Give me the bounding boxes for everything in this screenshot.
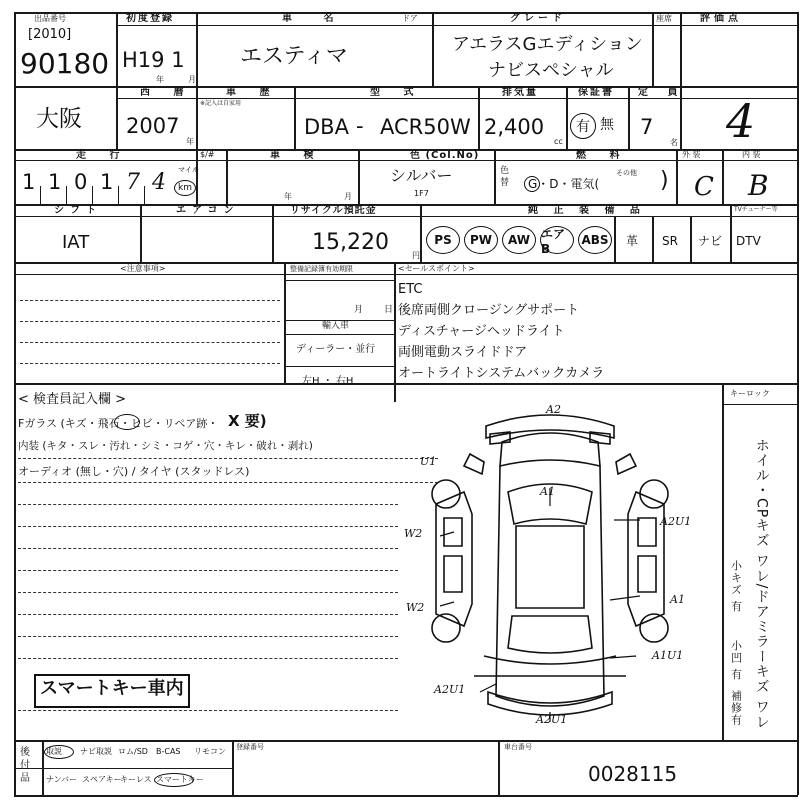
rear-window — [508, 616, 592, 653]
steering-label: 左H ・ 右H — [302, 376, 354, 387]
grid-line — [652, 12, 654, 87]
inspector-line — [18, 570, 398, 571]
mileage-digit: 1 — [22, 170, 36, 194]
model-code: ACR50W — [380, 115, 471, 139]
accessory-item: ナンバー — [46, 775, 78, 784]
grid-line — [566, 86, 568, 149]
grid-line — [676, 149, 678, 205]
sales-label: <セールスポイント> — [398, 264, 475, 273]
grade-line2: ナビスペシャル — [488, 60, 614, 81]
grid-line — [628, 86, 630, 149]
inspection-year-unit: 年 — [284, 192, 292, 201]
accessory-selected-circle — [154, 773, 194, 787]
equipment-badge-label: ABS — [581, 233, 609, 247]
tuner-label: TVチューナー等 — [734, 206, 778, 213]
damage-mark: A1 — [540, 485, 555, 498]
year-value: 2007 — [126, 114, 180, 138]
inspector-line — [18, 614, 398, 615]
color-name: シルバー — [390, 166, 453, 185]
tail-gate — [484, 656, 616, 664]
accessory-item: リモコン — [194, 747, 226, 756]
lot-label: 出品番号 — [34, 14, 66, 23]
recycle-label: リサイクル預託金 — [290, 205, 377, 216]
roof — [516, 526, 584, 608]
grid-line — [652, 216, 654, 263]
hood — [500, 433, 600, 466]
mileage-separator — [92, 186, 93, 204]
equipment-badge-label: PS — [434, 233, 452, 247]
region: 大阪 — [36, 106, 82, 132]
audio-line: オーディオ (無し・穴) / タイヤ (スタッドレス) — [18, 465, 250, 478]
recycle-unit: 円 — [412, 251, 420, 260]
color-change-label: 色替 — [500, 166, 510, 188]
equipment-badge-label: エアB — [541, 226, 566, 256]
mileage-digit: 7 — [126, 170, 140, 195]
inspector-title: < 検査員記入欄 > — [18, 392, 127, 407]
mileage-digit: 4 — [152, 170, 166, 195]
record-label: 整備記録簿有効期限 — [290, 265, 353, 273]
damage-mark: A1 — [670, 593, 685, 606]
marker-line — [440, 532, 454, 536]
shift-value: IAT — [62, 232, 90, 253]
lot-year: [2010] — [28, 27, 72, 42]
score-label: 評価点 — [700, 13, 742, 24]
marker-line — [610, 596, 640, 600]
year-unit: 年 — [186, 137, 194, 146]
grid-line — [498, 740, 500, 796]
fuel-other: その他 — [616, 169, 637, 177]
grid-line — [196, 86, 198, 149]
inspector-line — [18, 526, 398, 527]
accessory-selected-circle — [44, 745, 74, 759]
exterior-label: 外 装 — [682, 150, 701, 159]
inspection-label: 車 検 — [270, 150, 324, 161]
equipment-label: 純 正 装 備 品 — [528, 205, 646, 216]
key-lock-label: キーロック — [730, 389, 770, 398]
sales-point: ETC — [398, 282, 423, 297]
mile-label: マイル — [178, 166, 199, 174]
grid-line — [272, 204, 274, 263]
exterior-grade: C — [694, 172, 714, 202]
inspector-line — [18, 482, 438, 483]
warranty-no: 無 — [600, 117, 614, 133]
shift-label: シフト — [54, 205, 102, 216]
model-label: 型 式 — [370, 87, 424, 98]
warranty-label: 保証書 — [578, 87, 614, 98]
damage-mark: U1 — [420, 455, 437, 468]
fuel-options: G・D・電気( — [528, 177, 600, 191]
record-day-unit: 日 — [384, 305, 394, 315]
history-note: ※記入は自家用 — [200, 100, 242, 107]
vehicle-label: 車 名 — [282, 13, 348, 24]
model-prefix: DBA — [304, 115, 349, 139]
grade-label: グレード — [510, 13, 566, 24]
grade-line1: アエラスGエディション — [452, 34, 643, 55]
grid-line — [394, 262, 396, 402]
damage-mark: A1U1 — [652, 649, 684, 662]
grid-line — [14, 216, 798, 217]
glass-circle — [114, 414, 140, 430]
equipment-badge — [578, 226, 612, 254]
equipment-badge-label: AW — [508, 233, 530, 247]
fuel-close-paren: ) — [660, 168, 669, 193]
note-line — [20, 363, 280, 364]
equipment-badge-label: PW — [469, 233, 493, 247]
inspection-month-unit: 月 — [344, 192, 352, 201]
marker-line — [440, 602, 454, 606]
color-code: 1F7 — [414, 189, 429, 198]
damage-mark: W2 — [406, 601, 425, 614]
mileage-separator — [40, 186, 41, 204]
km-label: km — [178, 183, 192, 193]
grid-line — [284, 262, 286, 384]
mileage-digit: 0 — [74, 170, 88, 194]
year-label: 西 暦 — [140, 87, 194, 98]
damage-mark: A2U1 — [536, 713, 568, 726]
interior-grade: B — [748, 169, 769, 202]
grid-line — [196, 12, 198, 87]
equipment-badge — [502, 226, 536, 254]
right-side — [628, 492, 664, 626]
inspector-line — [18, 658, 398, 659]
grid-line — [140, 204, 142, 263]
handwritten-note: スマートキー車内 — [40, 678, 184, 699]
grid-line — [358, 149, 360, 205]
grid-line — [14, 149, 798, 151]
mileage-separator — [144, 186, 145, 204]
grid-line — [14, 204, 798, 206]
mileage-digit: 1 — [100, 170, 114, 194]
import-label: 輸入車 — [322, 321, 350, 331]
accessory-item: 取説 — [46, 747, 62, 756]
grid-line — [118, 98, 798, 99]
grid-line — [14, 740, 798, 742]
equipment-badge — [464, 226, 498, 254]
wheel-front-left — [432, 480, 460, 508]
grid-line — [494, 149, 496, 205]
equipment-badge — [540, 226, 574, 254]
mileage-separator — [66, 186, 67, 204]
right-window-rear — [638, 556, 656, 592]
equipment-plain-label: DTV — [736, 234, 761, 248]
seat-label: 座席 — [656, 14, 672, 23]
grid-line — [284, 366, 394, 367]
damage-legend: ホイル・CPキズ ワレ/ドアミラーキズ ワレ — [753, 438, 770, 730]
interior-line: 内装 (キタ・スレ・汚れ・シミ・コゲ・穴・キレ・破れ・剥れ) — [18, 440, 313, 452]
inspector-line — [18, 504, 398, 505]
right-window-front — [638, 518, 656, 546]
grid-line — [196, 149, 198, 205]
grid-line — [14, 768, 232, 769]
sales-point: 後席両側クロージングサポート — [398, 303, 580, 318]
grid-line — [118, 25, 798, 26]
vehicle-name: エスティマ — [240, 44, 348, 69]
rear-bumper — [488, 692, 612, 715]
grid-line — [797, 12, 799, 795]
accessory-item: ナビ取説 — [80, 747, 112, 756]
mileage-digit: 1 — [48, 170, 62, 194]
accessory-item: スマートキー — [156, 775, 204, 784]
score-value: 4 — [726, 94, 756, 148]
sales-point: 両側電動スライドドア — [398, 345, 528, 360]
left-window-rear — [444, 556, 462, 592]
inspector-line — [18, 458, 438, 459]
grid-line — [420, 204, 422, 263]
grid-line — [14, 383, 798, 385]
equipment-plain-label: 革 — [626, 234, 639, 248]
grid-line — [14, 160, 798, 161]
damage-mark: A2U1 — [434, 683, 466, 696]
note-line — [20, 300, 280, 301]
grid-line — [690, 216, 692, 263]
note-line — [20, 342, 280, 343]
inspector-line — [18, 592, 398, 593]
equipment-plain-label: SR — [662, 234, 678, 248]
first-reg-year-unit: 年 — [156, 75, 164, 84]
grid-line — [226, 149, 228, 205]
chassis-number: 0028115 — [588, 762, 678, 786]
grid-line — [14, 274, 798, 275]
equipment-badge — [426, 226, 460, 254]
left-mirror — [464, 454, 484, 474]
fuel-label: 燃 料 — [576, 150, 630, 161]
color-label: 色 (Col.No) — [410, 150, 480, 161]
km-circle — [174, 180, 196, 196]
inspector-line — [18, 548, 398, 549]
accessory-item: キーレス — [120, 775, 152, 784]
grid-line — [232, 740, 234, 796]
interior-label: 内 装 — [742, 150, 761, 159]
grid-line — [478, 86, 480, 149]
grid-line — [116, 12, 118, 149]
sales-point: オートライトシステムバックカメラ — [398, 366, 605, 381]
grid-line — [722, 149, 724, 205]
warranty-yes: 有 — [576, 119, 590, 135]
grid-line — [14, 12, 16, 795]
inspector-line — [18, 710, 398, 711]
displacement-label: 排気量 — [502, 87, 538, 98]
right-mirror — [616, 454, 636, 474]
grid-line — [42, 740, 44, 796]
mileage-unit-label: $/# — [200, 150, 215, 159]
accessory-item: スペアキー — [82, 775, 122, 784]
accessory-item: ロム/SD — [118, 747, 148, 756]
mileage-separator — [118, 186, 119, 204]
damage-mark: W2 — [404, 527, 423, 540]
chassis-label: 車台番号 — [504, 743, 532, 751]
first-reg-label: 初度登録 — [126, 13, 174, 24]
damage-mark: A2U1 — [660, 515, 692, 528]
legend-small-dent: 小凹 有 — [729, 640, 743, 681]
capacity-value: 7 — [640, 115, 654, 139]
glass-line: Fガラス (キズ・飛石・ヒビ・リペア跡・ — [18, 417, 219, 430]
legend-small-scratch: 小キズ 有 — [729, 560, 743, 613]
marker-line — [480, 684, 496, 692]
caution-label: <注意事項> — [120, 264, 166, 273]
sales-point: ディスチャージヘッドライト — [398, 324, 565, 339]
accessories-label: 後付品 — [20, 747, 30, 784]
grid-line — [722, 383, 724, 741]
equipment-plain-label: ナビ — [698, 234, 723, 248]
capacity-unit: 名 — [670, 138, 678, 147]
legend-repair: 補修有 — [729, 690, 743, 726]
grid-line — [730, 204, 732, 263]
grid-line — [722, 404, 798, 405]
first-reg-value: H19 1 — [122, 48, 185, 72]
glass-mark: X 要) — [228, 412, 267, 430]
damage-mark: A2 — [546, 403, 561, 416]
mileage-label: 走 行 — [76, 150, 130, 161]
grid-line — [294, 86, 296, 149]
dealer-label: ディーラー・並行 — [296, 344, 376, 355]
grid-line — [284, 334, 394, 335]
displacement-unit: cc — [554, 137, 563, 146]
lot-number: 90180 — [20, 47, 110, 80]
accessory-item: B-CAS — [156, 747, 181, 756]
grid-line — [432, 12, 434, 87]
grid-line — [680, 12, 682, 149]
history-label: 車 歴 — [226, 87, 280, 98]
recycle-amount: 15,220 — [312, 230, 389, 255]
record-month-unit: 月 — [354, 305, 364, 315]
aircon-label: エアコン — [176, 205, 240, 216]
capacity-label: 定 員 — [638, 87, 686, 98]
grid-line — [614, 216, 616, 263]
first-reg-month-unit: 月 — [188, 75, 196, 84]
grid-line — [284, 280, 394, 281]
wheel-front-right — [640, 480, 668, 508]
front-bumper — [486, 415, 614, 438]
grid-line — [14, 795, 798, 797]
displacement-value: 2,400 — [484, 115, 545, 139]
inspector-line — [18, 636, 398, 637]
model-dash: - — [356, 114, 364, 138]
reg-number-label: 登録番号 — [236, 743, 264, 751]
warranty-yes-circle — [570, 113, 596, 139]
note-line — [20, 321, 280, 322]
doors-label: ドア — [402, 14, 418, 23]
